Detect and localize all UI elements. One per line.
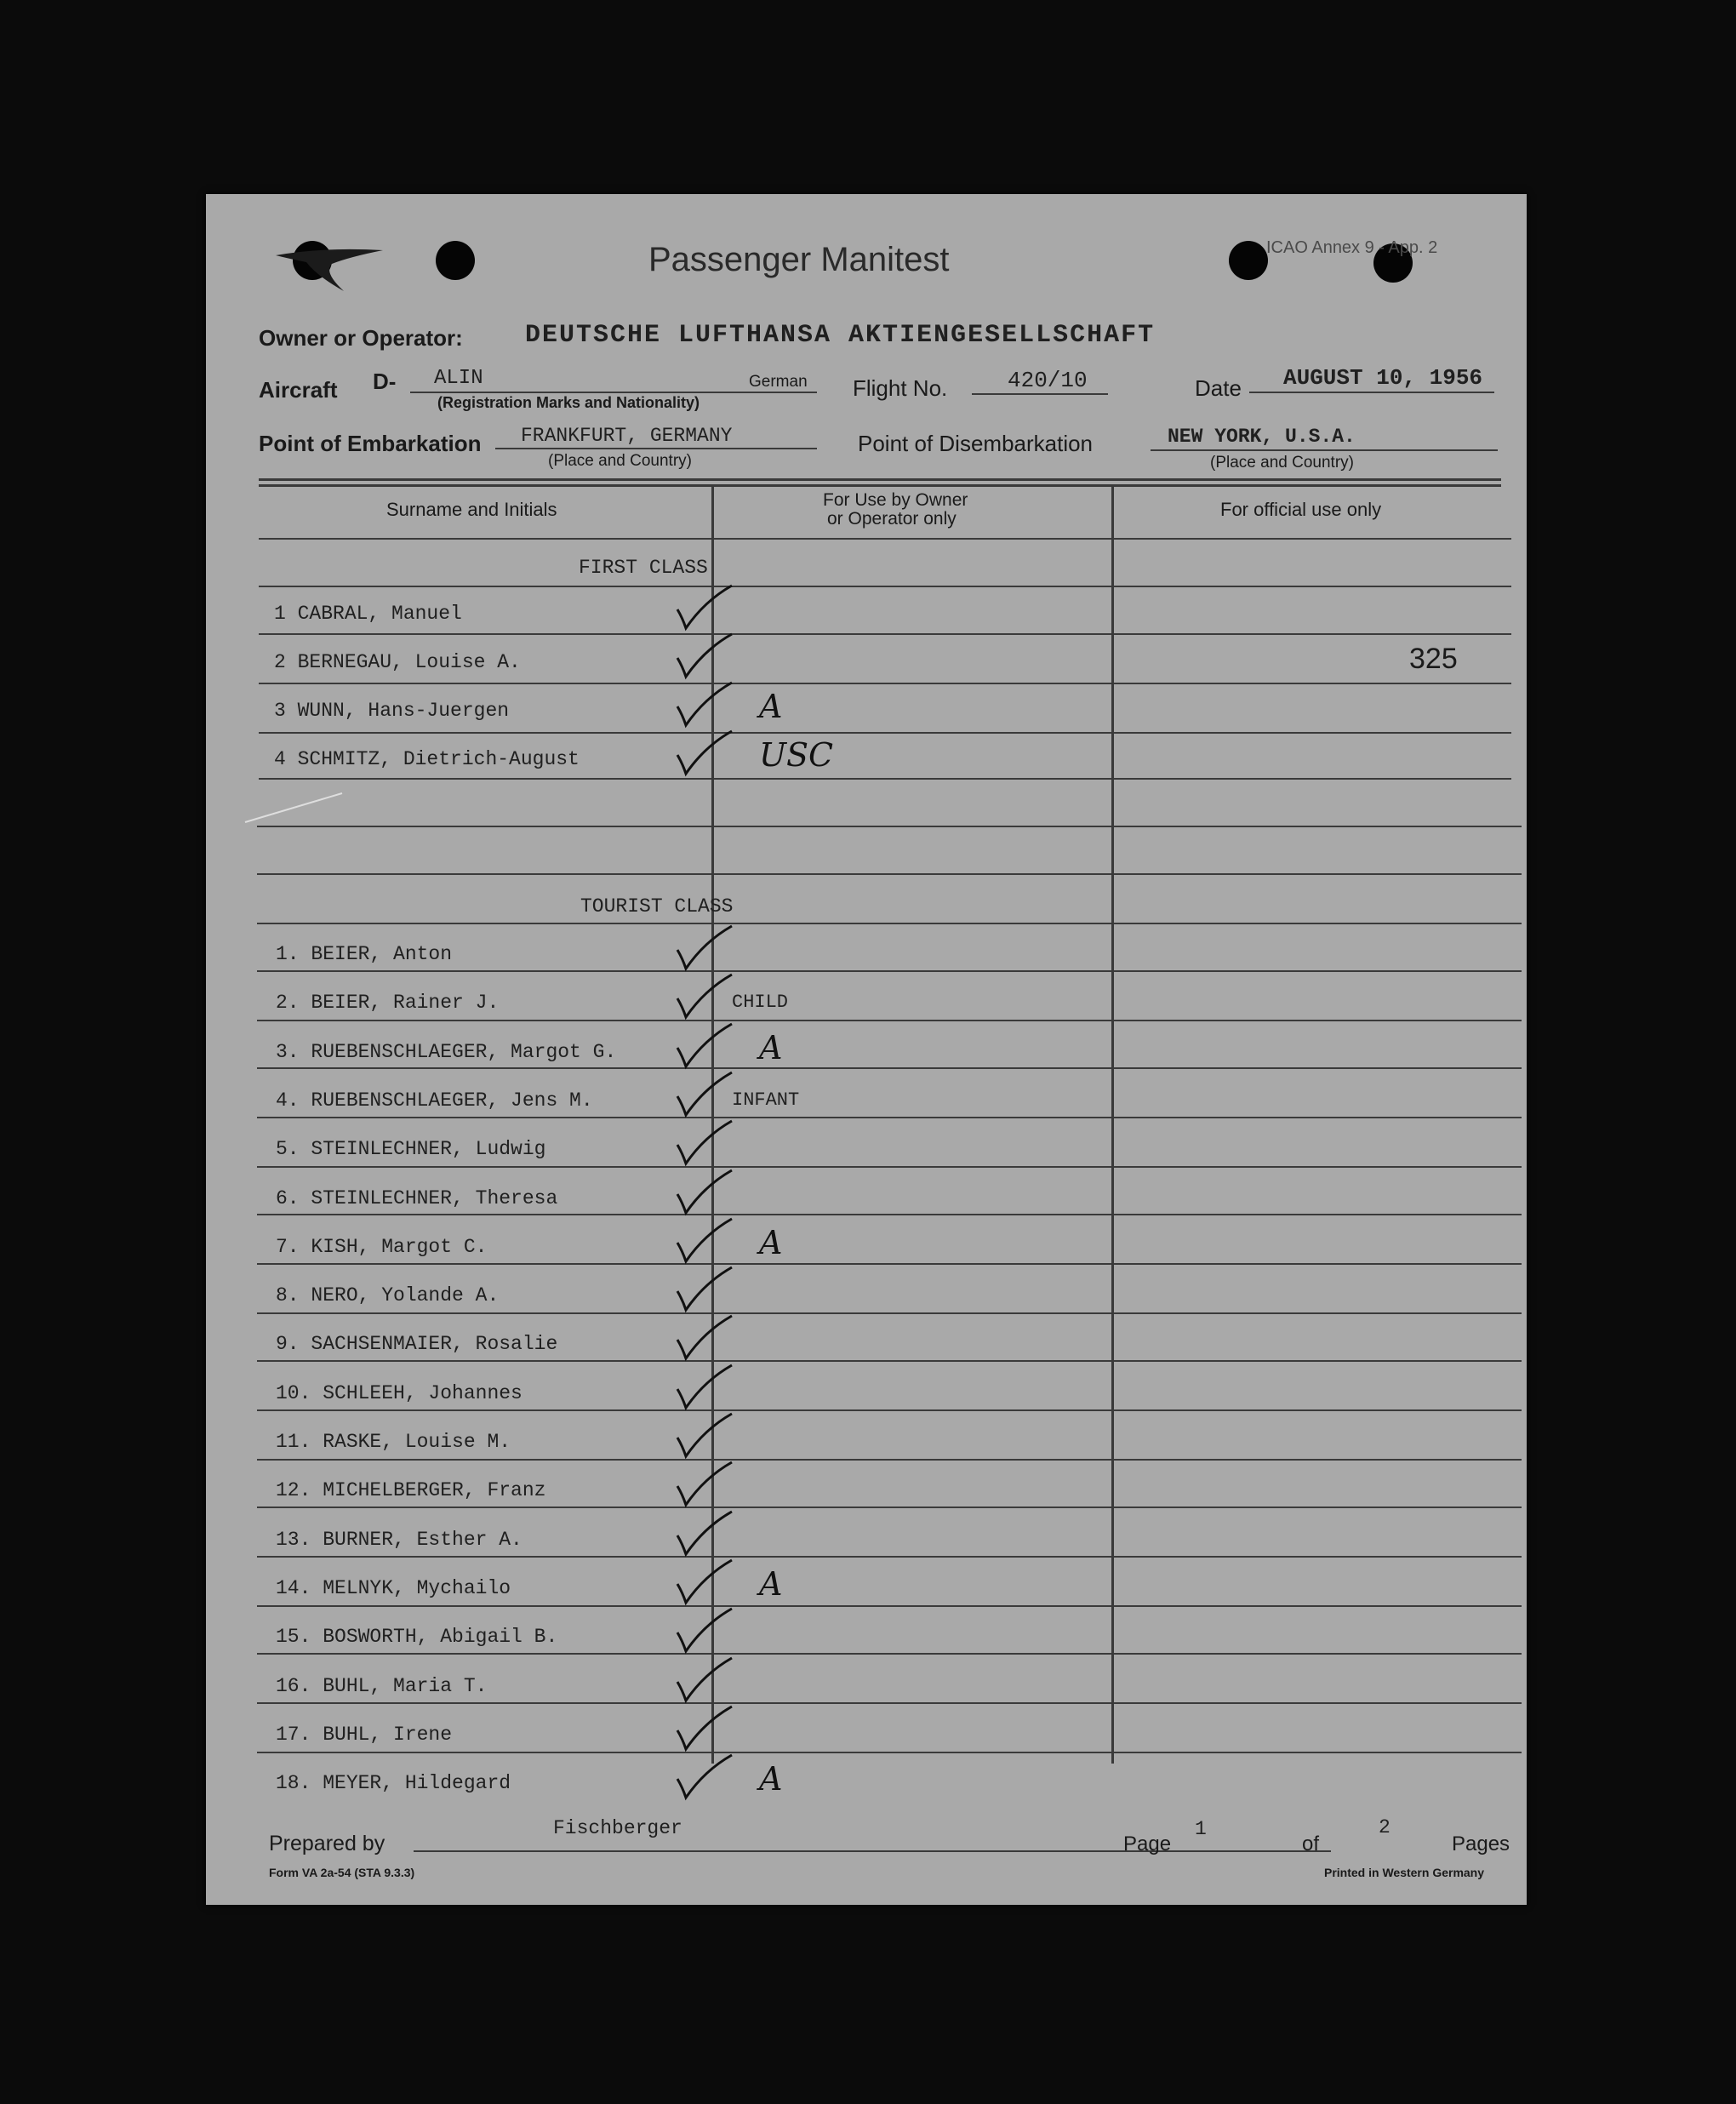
ruled-line — [257, 1507, 1522, 1508]
passenger-name: 17. BUHL, Irene — [276, 1723, 453, 1746]
first-class-heading: FIRST CLASS — [579, 557, 708, 579]
ruled-line — [257, 873, 1522, 875]
check-mark — [672, 1753, 740, 1804]
check-mark — [672, 1071, 740, 1122]
passenger-name: 1. BEIER, Anton — [276, 943, 453, 965]
prepared-by-label: Prepared by — [269, 1832, 385, 1855]
disembarkation-label: Point of Disembarkation — [858, 431, 1094, 456]
flight-label: Flight No. — [853, 375, 948, 401]
passenger-name: 2. BEIER, Rainer J. — [276, 992, 500, 1015]
ruled-line — [257, 1459, 1522, 1461]
passenger-name: 18. MEYER, Hildegard — [276, 1772, 511, 1795]
check-mark — [672, 632, 740, 683]
embarkation-label: Point of Embarkation — [259, 431, 482, 456]
check-mark — [672, 1607, 740, 1658]
ruled-line — [257, 1605, 1522, 1607]
check-mark — [672, 1169, 740, 1220]
date-underline — [1249, 392, 1494, 393]
ruled-line — [257, 1752, 1522, 1753]
disembarkation-underline — [1151, 449, 1498, 451]
column-header-operator-line2: or Operator only — [827, 509, 957, 529]
lufthansa-crane-logo — [272, 245, 391, 296]
pages-label: Pages — [1452, 1832, 1510, 1855]
passenger-name: 11. RASKE, Louise M. — [276, 1431, 511, 1453]
form-reference: Form VA 2a-54 (STA 9.3.3) — [269, 1866, 415, 1879]
check-mark — [672, 584, 740, 635]
passenger-name: 3 WUNN, Hans-Juergen — [274, 700, 510, 722]
ruled-line — [257, 1360, 1522, 1362]
passenger-name: 3. RUEBENSCHLAEGER, Margot G. — [276, 1040, 617, 1063]
column-header-operator-line1: For Use by Owner — [823, 490, 968, 510]
aircraft-nationality: German — [749, 373, 808, 391]
date-value: AUGUST 10, 1956 — [1283, 365, 1483, 391]
check-mark — [672, 924, 740, 975]
operator-mark: A — [759, 1223, 783, 1261]
disembarkation-caption: (Place and Country) — [1210, 454, 1354, 472]
check-mark — [672, 1510, 740, 1561]
aircraft-caption: (Registration Marks and Nationality) — [437, 394, 700, 411]
printed-note: Printed in Western Germany — [1324, 1866, 1485, 1879]
column-header-official: For official use only — [1220, 499, 1382, 520]
embarkation-underline — [495, 448, 817, 449]
prepared-underline — [414, 1850, 1331, 1852]
embarkation-value: FRANKFURT, GERMANY — [521, 425, 733, 447]
passenger-name: 14. MELNYK, Mychailo — [276, 1576, 511, 1599]
operator-mark: A — [759, 1564, 783, 1603]
disembarkation-value: NEW YORK, U.S.A. — [1168, 426, 1356, 448]
check-mark — [672, 1217, 740, 1268]
column-divider — [1111, 487, 1114, 1764]
passenger-name: 4 SCHMITZ, Dietrich-August — [274, 748, 580, 770]
passenger-name: 1 CABRAL, Manuel — [274, 603, 462, 625]
ruled-line — [257, 1653, 1522, 1655]
ruled-line — [257, 1702, 1522, 1704]
ruled-line — [257, 1556, 1522, 1558]
ruled-line — [259, 778, 1511, 780]
passenger-name: 7. KISH, Margot C. — [276, 1235, 488, 1258]
operator-mark: A — [759, 1028, 783, 1066]
check-mark — [672, 1266, 740, 1317]
date-label: Date — [1195, 375, 1242, 401]
total-pages: 2 — [1379, 1816, 1391, 1838]
ruled-line — [259, 633, 1511, 635]
passenger-name: 15. BOSWORTH, Abigail B. — [276, 1626, 558, 1649]
flight-number: 420/10 — [1008, 368, 1088, 393]
stray-stroke — [243, 790, 345, 824]
aircraft-underline — [410, 392, 817, 393]
check-mark — [672, 1314, 740, 1365]
operator-mark: USC — [759, 736, 834, 774]
ruled-line — [257, 1166, 1522, 1168]
check-mark — [672, 1705, 740, 1756]
ruled-line — [257, 970, 1522, 972]
aircraft-label: Aircraft — [259, 377, 338, 403]
check-mark — [672, 681, 740, 732]
passenger-name: 4. RUEBENSCHLAEGER, Jens M. — [276, 1089, 593, 1112]
operator-mark: A — [759, 688, 783, 725]
ruled-line — [259, 683, 1511, 684]
check-mark — [672, 1412, 740, 1463]
header-rule — [259, 478, 1501, 481]
ruled-line — [257, 1020, 1522, 1021]
check-mark — [672, 973, 740, 1024]
of-label: of — [1302, 1832, 1320, 1855]
ruled-line — [259, 732, 1511, 734]
check-mark — [672, 1119, 740, 1170]
passenger-name: 10. SCHLEEH, Johannes — [276, 1381, 523, 1404]
punch-hole — [1229, 241, 1268, 280]
ruled-line — [257, 1312, 1522, 1314]
page-number: 1 — [1195, 1818, 1207, 1840]
ruled-line — [257, 1067, 1522, 1069]
check-mark — [672, 1022, 740, 1073]
header-rule — [259, 484, 1501, 487]
check-mark — [672, 729, 740, 780]
page-label: Page — [1123, 1832, 1172, 1855]
icao-reference: ICAO Annex 9 - App. 2 — [1266, 238, 1438, 257]
owner-value: DEUTSCHE LUFTHANSA AKTIENGESELLSCHAFT — [525, 321, 1156, 350]
passenger-name: 16. BUHL, Maria T. — [276, 1674, 488, 1697]
passenger-name: 12. MICHELBERGER, Franz — [276, 1479, 546, 1502]
passenger-name: 5. STEINLECHNER, Ludwig — [276, 1138, 546, 1161]
passenger-name: 8. NERO, Yolande A. — [276, 1284, 500, 1307]
punch-hole — [436, 241, 475, 280]
check-mark — [672, 1461, 740, 1512]
passenger-name: 13. BURNER, Esther A. — [276, 1528, 523, 1551]
ruled-line — [259, 586, 1511, 587]
passenger-name: 2 BERNEGAU, Louise A. — [274, 651, 521, 673]
owner-label: Owner or Operator: — [259, 325, 463, 351]
ruled-line — [257, 923, 1522, 924]
prepared-by-value: Fischberger — [553, 1817, 682, 1839]
ruled-line — [259, 538, 1511, 540]
operator-mark: INFANT — [732, 1089, 800, 1111]
check-mark — [672, 1656, 740, 1707]
check-mark — [672, 1364, 740, 1415]
operator-mark: A — [759, 1760, 783, 1798]
passenger-name: 6. STEINLECHNER, Theresa — [276, 1186, 558, 1209]
ruled-line — [257, 1117, 1522, 1118]
embarkation-caption: (Place and Country) — [548, 452, 692, 470]
ruled-line — [257, 826, 1522, 827]
manifest-sheet — [206, 194, 1527, 1905]
tourist-class-heading: TOURIST CLASS — [580, 895, 734, 918]
ruled-line — [257, 1214, 1522, 1215]
aircraft-registration: ALIN — [434, 367, 483, 390]
passenger-name: 9. SACHSENMAIER, Rosalie — [276, 1333, 558, 1356]
column-header-name: Surname and Initials — [386, 499, 557, 520]
aircraft-prefix: D- — [373, 369, 397, 394]
ruled-line — [257, 1263, 1522, 1265]
operator-mark: CHILD — [732, 992, 789, 1014]
check-mark — [672, 1558, 740, 1609]
page-title: Passenger Manitest — [648, 241, 950, 278]
ruled-line — [257, 1409, 1522, 1411]
flight-underline — [972, 393, 1108, 395]
official-use-number: 325 — [1409, 643, 1458, 675]
